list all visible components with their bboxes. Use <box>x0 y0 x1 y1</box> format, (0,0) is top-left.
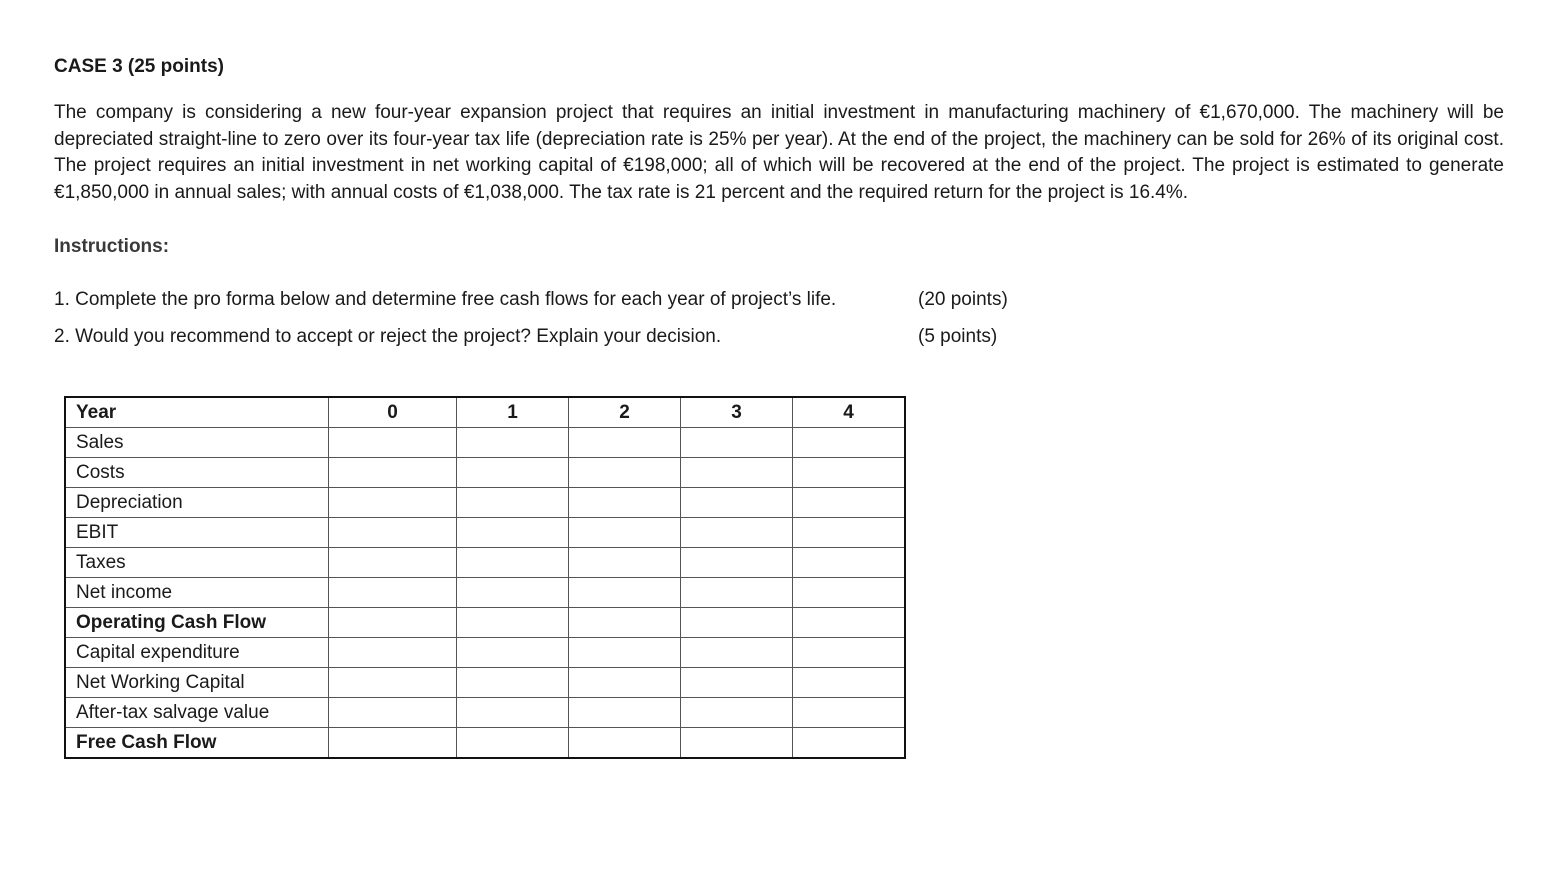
table-cell[interactable] <box>329 518 457 548</box>
table-cell[interactable] <box>681 608 793 638</box>
table-cell[interactable] <box>329 668 457 698</box>
table-row <box>65 668 905 698</box>
table-cell[interactable] <box>457 518 569 548</box>
year-header: Year <box>65 397 329 428</box>
case-description: The company is considering a new four-year expansion project that requires an initial investment in manufacturing machinery of €1,670,000. The machinery will be depreciated straight-line to zero over its four-year tax life (depreciation rate is 25% per year). At the end of the project, the machinery can be sold for 26% of its original cost. The project requires an initial investment in net working capital of €198,000; all of which will be recovered at the end of the project. The project is estimated to generate €1,850,000 in annual sales; with annual costs of €1,038,000. The tax rate is 21 percent and the required return for the project is 16.4%. <box>54 102 1504 204</box>
instructions-heading: Instructions: <box>54 236 170 257</box>
table-cell[interactable] <box>457 728 569 759</box>
table-cell[interactable] <box>793 608 906 638</box>
table-row <box>65 428 905 458</box>
table-row <box>65 638 905 668</box>
row-label-net-income: Net income <box>65 578 329 608</box>
table-cell[interactable] <box>793 668 906 698</box>
table-cell[interactable] <box>793 428 906 458</box>
table-cell[interactable] <box>681 548 793 578</box>
table-cell[interactable] <box>329 458 457 488</box>
table-cell[interactable] <box>329 698 457 728</box>
table-cell[interactable] <box>457 548 569 578</box>
table-cell[interactable] <box>569 698 681 728</box>
table-cell[interactable] <box>569 638 681 668</box>
table-cell[interactable] <box>793 488 906 518</box>
table-cell[interactable] <box>569 608 681 638</box>
table-row <box>65 458 905 488</box>
row-label-ebit: EBIT <box>65 518 329 548</box>
table-cell[interactable] <box>793 458 906 488</box>
table-cell[interactable] <box>569 548 681 578</box>
task-1-text: 1. Complete the pro forma below and determine free cash flows for each year of project’s life. <box>54 289 837 310</box>
row-label-free-cash-flow: Free Cash Flow <box>65 728 329 759</box>
table-cell[interactable] <box>457 488 569 518</box>
table-cell[interactable] <box>329 578 457 608</box>
table-header-row <box>65 397 905 428</box>
table-cell[interactable] <box>681 488 793 518</box>
task-2-text: 2. Would you recommend to accept or reject the project? Explain your decision. <box>54 326 722 347</box>
year-4-header: 4 <box>793 397 906 428</box>
table-cell[interactable] <box>793 728 906 759</box>
table-cell[interactable] <box>569 668 681 698</box>
table-cell[interactable] <box>457 668 569 698</box>
row-label-taxes: Taxes <box>65 548 329 578</box>
table-row <box>65 698 905 728</box>
table-cell[interactable] <box>569 458 681 488</box>
row-label-after-tax-salvage-value: After-tax salvage value <box>65 698 329 728</box>
table-cell[interactable] <box>329 638 457 668</box>
table-cell[interactable] <box>681 518 793 548</box>
table-cell[interactable] <box>329 428 457 458</box>
table-cell[interactable] <box>457 638 569 668</box>
table-cell[interactable] <box>569 728 681 759</box>
table-cell[interactable] <box>681 428 793 458</box>
table-cell[interactable] <box>457 428 569 458</box>
table-cell[interactable] <box>569 578 681 608</box>
table-cell[interactable] <box>681 698 793 728</box>
year-1-header: 1 <box>457 397 569 428</box>
case-title: CASE 3 (25 points) <box>54 56 224 77</box>
year-2-header: 2 <box>569 397 681 428</box>
table-cell[interactable] <box>457 698 569 728</box>
table-cell[interactable] <box>457 608 569 638</box>
row-label-net-working-capital: Net Working Capital <box>65 668 329 698</box>
table-row <box>65 548 905 578</box>
table-cell[interactable] <box>793 518 906 548</box>
table-cell[interactable] <box>457 458 569 488</box>
table-cell[interactable] <box>681 668 793 698</box>
table-cell[interactable] <box>329 488 457 518</box>
row-label-costs: Costs <box>65 458 329 488</box>
table-cell[interactable] <box>793 548 906 578</box>
table-cell[interactable] <box>793 578 906 608</box>
table-row <box>65 608 905 638</box>
row-label-capital-expenditure: Capital expenditure <box>65 638 329 668</box>
table-row <box>65 728 905 759</box>
task-1-points: (20 points) <box>918 289 1008 310</box>
table-cell[interactable] <box>681 638 793 668</box>
table-cell[interactable] <box>569 428 681 458</box>
task-2-points: (5 points) <box>918 326 998 347</box>
pro-forma-table <box>64 396 906 759</box>
row-label-depreciation: Depreciation <box>65 488 329 518</box>
table-cell[interactable] <box>329 548 457 578</box>
table-row <box>65 518 905 548</box>
table-cell[interactable] <box>329 608 457 638</box>
table-row <box>65 578 905 608</box>
table-cell[interactable] <box>569 518 681 548</box>
row-label-operating-cash-flow: Operating Cash Flow <box>65 608 329 638</box>
table-cell[interactable] <box>457 578 569 608</box>
table-cell[interactable] <box>681 578 793 608</box>
table-cell[interactable] <box>793 698 906 728</box>
year-0-header: 0 <box>329 397 457 428</box>
row-label-sales: Sales <box>65 428 329 458</box>
table-cell[interactable] <box>329 728 457 759</box>
table-cell[interactable] <box>681 458 793 488</box>
table-row <box>65 488 905 518</box>
year-3-header: 3 <box>681 397 793 428</box>
table-cell[interactable] <box>793 638 906 668</box>
table-cell[interactable] <box>569 488 681 518</box>
table-cell[interactable] <box>681 728 793 759</box>
